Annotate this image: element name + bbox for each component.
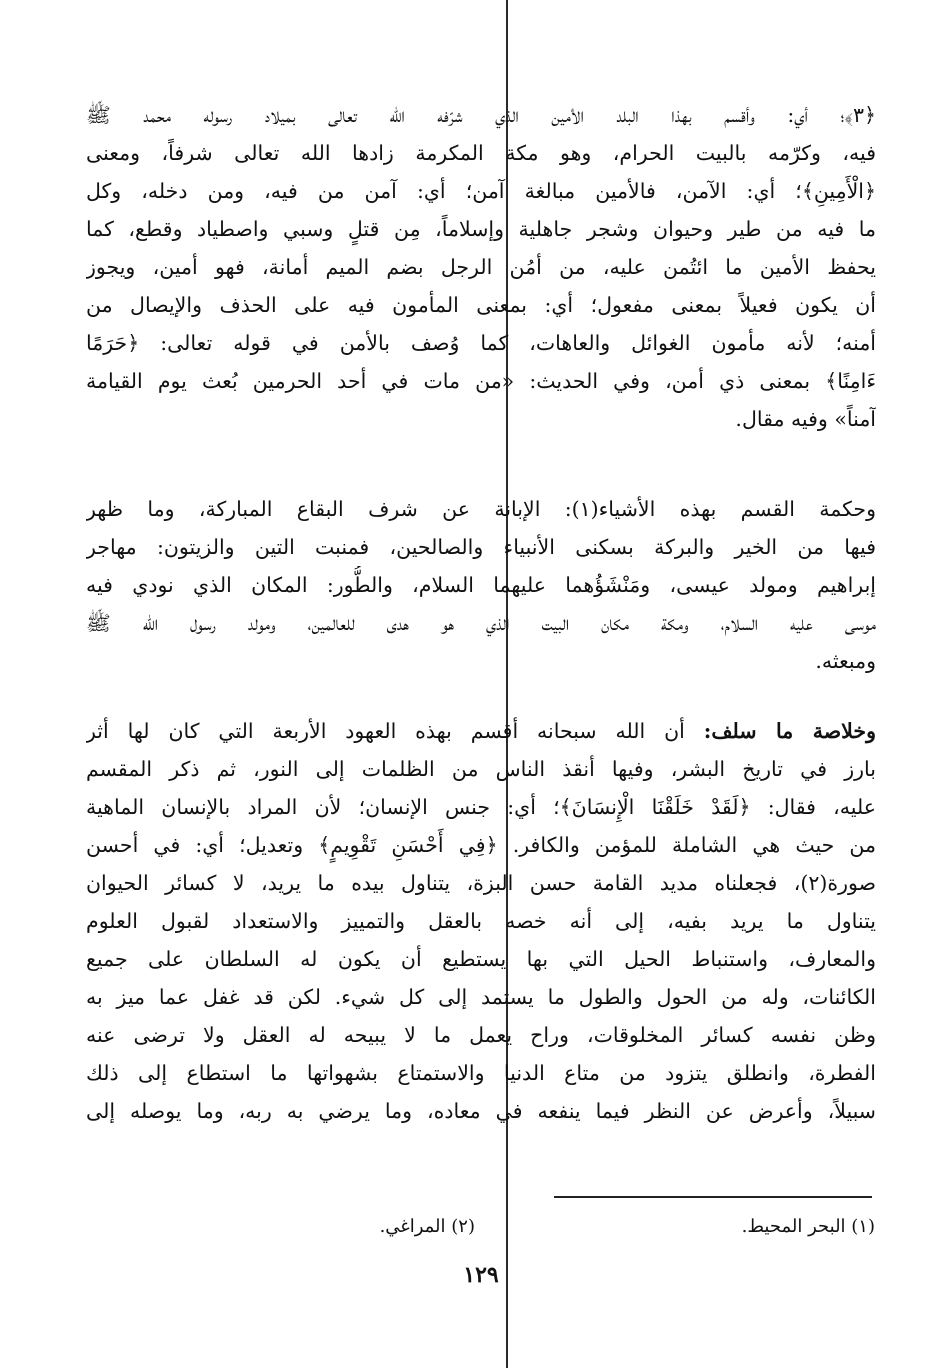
text-line: عليه، فقال: ﴿لَقَدْ خَلَقْنَا الْإِنسَانَ﴾؛ أي: جنس الإنسان؛ لأن المراد بالإنسان الماهية — [86, 795, 876, 819]
paragraph-1 — [86, 96, 876, 438]
text-line: وظن نفسه كسائر المخلوقات، وراح يعمل ما لا يبيحه له العقل ولا ترضى عنه — [86, 1023, 876, 1047]
text-line: فيه، وكرّمه بالبيت الحرام، وهو مكة المكرمة زادها الله تعالى شرفاً، ومعنى — [86, 141, 876, 165]
paragraph-3 — [86, 712, 876, 1130]
text-line: آمناً» وفيه مقال. — [735, 407, 876, 431]
summary-lead-rest: أن الله سبحانه أقسم بهذه العهود الأربعة التي كان لها أثر — [86, 719, 704, 743]
text-line: أمنه؛ لأنه مأمون الغوائل والعاهات، كما وُصف بالأمن في قوله تعالى: ﴿حَرَمًا — [86, 331, 876, 355]
paragraph-2 — [86, 490, 876, 680]
text-line: صورة(٢)، فجعلناه مديد القامة حسن البزة، يتناول بيده ما يريد، لا كسائر الحيوان — [86, 871, 876, 895]
text-line: ومبعثه. — [815, 649, 876, 673]
text-line: ءَامِنًا﴾ بمعنى ذي أمن، وفي الحديث: «من مات في أحد الحرمين بُعث يوم القيامة — [86, 369, 876, 393]
text-line: والمعارف، واستنباط الحيل التي بها يستطيع أن يكون له السلطان على جميع — [86, 947, 876, 971]
text-line: ﴿٣﴾؛ أي: وأقسم بهذا البلد الأمين الذي شرّفه الله تعالى بميلاد رسوله محمد ﷺ — [86, 103, 876, 127]
summary-lead: وخلاصة ما سلف: — [703, 719, 876, 743]
text-line — [86, 712, 876, 750]
text-line: يتناول ما يريد بفيه، إلى أنه خصه بالعقل والتمييز والاستعداد لقبول العلوم — [86, 909, 876, 933]
text-line: الكائنات، وله من الحول والطول ما يستمد إلى كل شيء. لكن قد غفل عما ميز به — [86, 985, 876, 1009]
text-line: سبيلاً، وأعرض عن النظر فيما ينفعه في معاده، وما يرضي به ربه، وما يوصله إلى — [86, 1099, 876, 1123]
footnote-separator — [554, 1196, 872, 1198]
page-number: ١٢٩ — [463, 1262, 499, 1288]
text-line: موسى عليه السلام، ومكة مكان البيت الذي هو هدى للعالمين، ومولد رسول الله ﷺ — [86, 611, 876, 635]
text-line: ما فيه من طير وحيوان وشجر جاهلية وإسلاماً، مِن قتلٍ وسبي واصطياد وقطع، كما — [86, 217, 876, 241]
footnote-2: (٢) المراغي. — [379, 1216, 475, 1237]
text-line: وحكمة القسم بهذه الأشياء(١): الإبانة عن شرف البقاع المباركة، وما ظهر — [86, 497, 876, 521]
footnote-1: (١) البحر المحيط. — [741, 1216, 875, 1237]
text-line: ﴿الْأَمِينِ﴾؛ أي: الآمن، فالأمين مبالغة آمن؛ أي: آمن من فيه، ومن دخله، وكل — [86, 179, 876, 203]
text-line: أن يكون فعيلاً بمعنى مفعول؛ أي: بمعنى المأمون فيه على الحذف والإيصال من — [86, 293, 876, 317]
text-line: من حيث هي الشاملة للمؤمن والكافر. ﴿فِي أَحْسَنِ تَقْوِيمٍ﴾ وتعديل؛ أي: في أحسن — [86, 833, 876, 857]
text-line: فيها من الخير والبركة بسكنى الأنبياء والصالحين، فمنبت التين والزيتون: مهاجر — [86, 535, 876, 559]
text-line: بارز في تاريخ البشر، وفيها أنقذ الناس من الظلمات إلى النور، ثم ذكر المقسم — [86, 757, 876, 781]
text-line: يحفظ الأمين ما ائتُمن عليه، من أمُن الرجل بضم الميم أمانة، فهو أمين، ويجوز — [86, 255, 876, 279]
text-line: إبراهيم ومولد عيسى، ومَنْشَؤُهما عليهما السلام، والطُّور: المكان الذي نودي فيه — [86, 573, 876, 597]
text-line: الفطرة، وانطلق يتزود من متاع الدنيا والاستمتاع بشهواتها ما استطاع إلى ذلك — [86, 1061, 876, 1085]
